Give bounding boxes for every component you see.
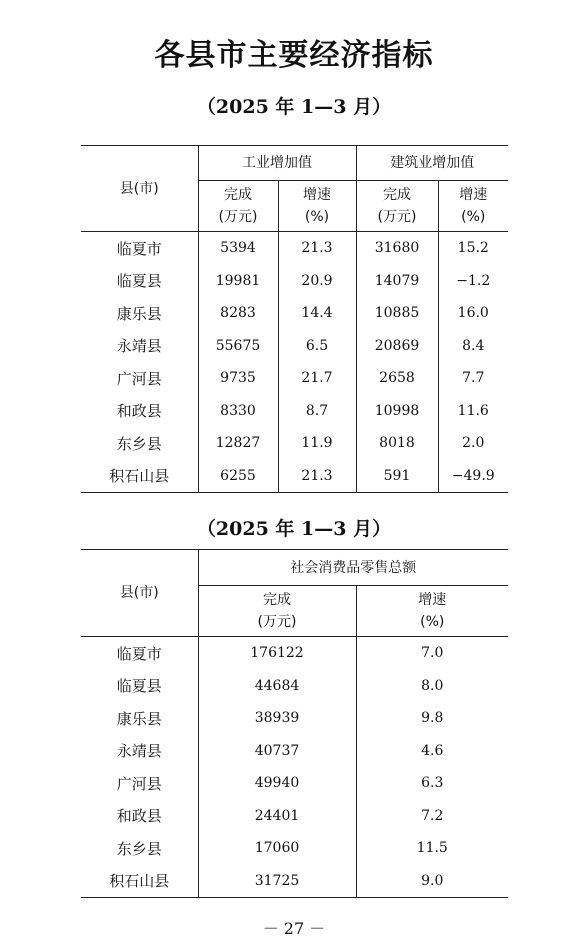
construction-value: 591: [356, 460, 438, 493]
header-ind-rate: [278, 181, 356, 232]
county-name: 东乡县: [116, 434, 162, 453]
header-done-label: 完成: [224, 187, 252, 203]
retail-value: 176122: [198, 637, 356, 670]
county-name: 东乡县: [116, 839, 162, 858]
header-con-rate: [438, 181, 508, 232]
table-industry-construction: [81, 145, 508, 493]
header-con-done: [356, 181, 438, 232]
header-retail-rate: [356, 586, 508, 637]
retail-value: 49940: [198, 767, 356, 800]
table-row: [81, 330, 508, 363]
county-name: 积石山县: [109, 467, 170, 486]
table-row: [81, 702, 508, 735]
header-rate-label: 增速: [303, 187, 331, 203]
county-name: 永靖县: [116, 742, 162, 761]
header-ind-done: [198, 181, 278, 232]
construction-rate: −1.2: [438, 265, 508, 298]
construction-value: 31680: [356, 232, 438, 265]
table-row: [81, 232, 508, 265]
retail-rate: 6.3: [356, 767, 508, 800]
retail-rate: 7.0: [356, 637, 508, 670]
construction-value: 20869: [356, 330, 438, 363]
header-county: 县(市): [81, 550, 198, 637]
retail-value: 24401: [198, 800, 356, 833]
county-name: 临夏县: [116, 677, 162, 696]
county-name: 临夏市: [116, 239, 162, 258]
county-name: 积石山县: [109, 872, 170, 891]
header-percent-label: (%): [304, 209, 330, 225]
industrial-value: 55675: [198, 330, 278, 363]
industrial-value: 12827: [198, 427, 278, 460]
table-row: [81, 637, 508, 670]
industrial-value: 9735: [198, 362, 278, 395]
industrial-rate: 8.7: [278, 395, 356, 428]
header-county: 县(市): [81, 146, 198, 232]
retail-rate: 11.5: [356, 832, 508, 865]
header-done-label: 完成: [263, 592, 291, 608]
industrial-value: 6255: [198, 460, 278, 493]
table-row: [81, 362, 508, 395]
construction-rate: 15.2: [438, 232, 508, 265]
table-row: [81, 427, 508, 460]
county-name: 和政县: [116, 807, 162, 826]
table-row: [81, 395, 508, 428]
county-name: 广河县: [116, 369, 162, 388]
header-unit-label: (万元): [377, 209, 417, 225]
header-retail-sales-total: 社会消费品零售总额: [198, 550, 508, 586]
retail-value: 38939: [198, 702, 356, 735]
retail-rate: 4.6: [356, 735, 508, 768]
construction-rate: 2.0: [438, 427, 508, 460]
county-name: 广河县: [116, 774, 162, 793]
header-industrial-value-added: 工业增加值: [198, 146, 356, 181]
header-rate-label: 增速: [418, 592, 447, 608]
retail-value: 44684: [198, 670, 356, 703]
county-name: 康乐县: [116, 304, 162, 323]
table-row: [81, 767, 508, 800]
table-retail-sales: [81, 549, 508, 898]
industrial-rate: 21.3: [278, 460, 356, 493]
construction-rate: 16.0: [438, 297, 508, 330]
construction-value: 10998: [356, 395, 438, 428]
construction-value: 2658: [356, 362, 438, 395]
industrial-rate: 14.4: [278, 297, 356, 330]
table-row: [81, 460, 508, 493]
table-row: [81, 670, 508, 703]
retail-rate: 9.0: [356, 865, 508, 898]
industrial-rate: 6.5: [278, 330, 356, 363]
page-title: 各县市主要经济指标: [154, 38, 434, 73]
table2-subtitle: （2025 年 1—3 月）: [196, 518, 392, 540]
construction-value: 14079: [356, 265, 438, 298]
header-done-label: 完成: [383, 187, 411, 203]
header-percent-label: (%): [420, 614, 445, 630]
header-rate-label: 增速: [459, 187, 488, 203]
retail-rate: 7.2: [356, 800, 508, 833]
retail-value: 31725: [198, 865, 356, 898]
retail-value: 40737: [198, 735, 356, 768]
header-percent-label: (%): [461, 209, 486, 225]
retail-rate: 9.8: [356, 702, 508, 735]
construction-rate: −49.9: [438, 460, 508, 493]
construction-value: 10885: [356, 297, 438, 330]
industrial-rate: 11.9: [278, 427, 356, 460]
industrial-value: 5394: [198, 232, 278, 265]
industrial-value: 8283: [198, 297, 278, 330]
construction-rate: 8.4: [438, 330, 508, 363]
industrial-rate: 21.3: [278, 232, 356, 265]
header-retail-done: [198, 586, 356, 637]
construction-rate: 7.7: [438, 362, 508, 395]
retail-value: 17060: [198, 832, 356, 865]
table-row: [81, 832, 508, 865]
table-row: [81, 297, 508, 330]
county-name: 临夏县: [116, 272, 162, 291]
header-construction-value-added: 建筑业增加值: [356, 146, 508, 181]
header-unit-label: (万元): [218, 209, 258, 225]
table1-subtitle: （2025 年 1—3 月）: [196, 96, 392, 118]
county-name: 和政县: [116, 402, 162, 421]
retail-rate: 8.0: [356, 670, 508, 703]
industrial-value: 8330: [198, 395, 278, 428]
page-number: － 27 －: [262, 919, 326, 938]
table-row: [81, 265, 508, 298]
construction-value: 8018: [356, 427, 438, 460]
table-row: [81, 735, 508, 768]
county-name: 临夏市: [116, 644, 162, 663]
construction-rate: 11.6: [438, 395, 508, 428]
county-name: 康乐县: [116, 709, 162, 728]
table-row: [81, 800, 508, 833]
industrial-value: 19981: [198, 265, 278, 298]
header-unit-label: (万元): [257, 614, 297, 630]
table-row: [81, 865, 508, 898]
industrial-rate: 21.7: [278, 362, 356, 395]
industrial-rate: 20.9: [278, 265, 356, 298]
county-name: 永靖县: [116, 337, 162, 356]
